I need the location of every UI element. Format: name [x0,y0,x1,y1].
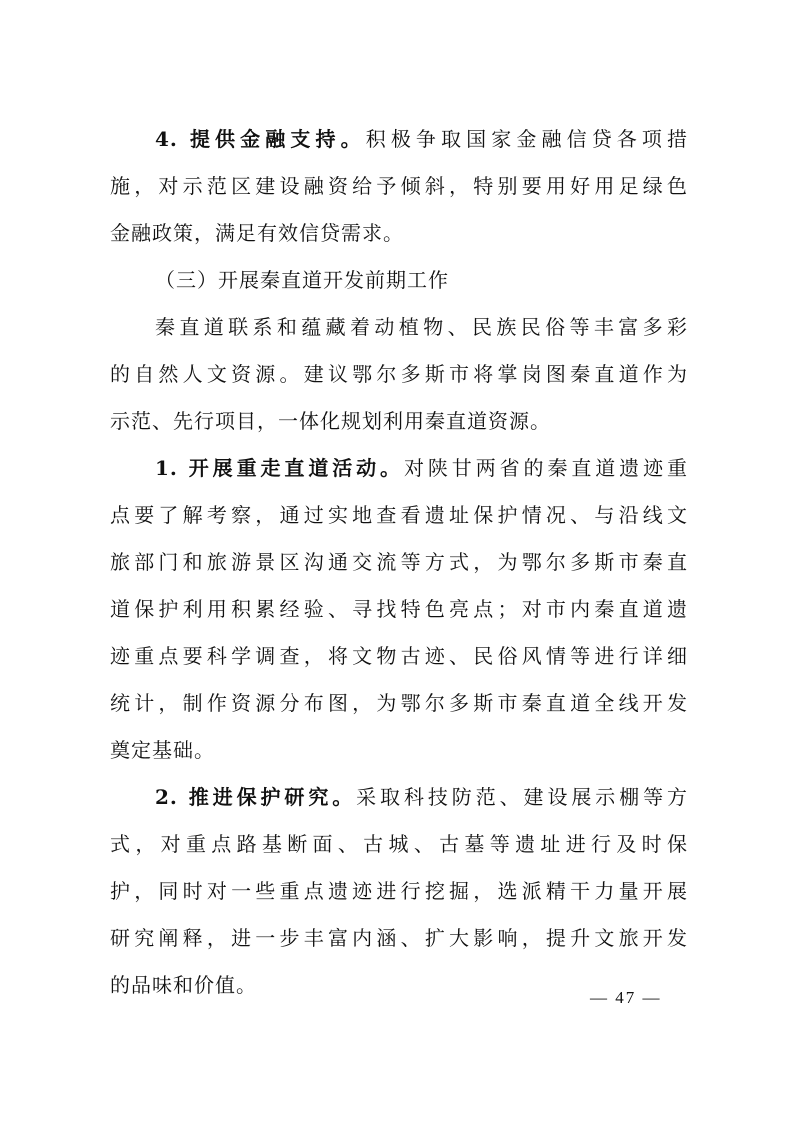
page-number: — 47 — [590,988,662,1007]
item1-heading: 1. 开展重走直道活动。 [155,456,404,480]
item2-line-2: 式，对重点路基断面、古城、古墓等遗址进行及时保 [110,832,688,856]
item1-line-2: 点要了解考察，通过实地查看遗址保护情况、与沿线文 [110,503,688,527]
item2-line-5: 的品味和价值。 [110,973,257,997]
item2-line-1 [155,782,688,812]
section4-line-3: 金融政策，满足有效信贷需求。 [110,221,404,245]
item2-line-4: 研究阐释，进一步丰富内涵、扩大影响，提升文旅开发 [110,926,688,950]
part3-heading: （三）开展秦直道开发前期工作 [155,268,449,292]
part3-line-3: 示范、先行项目，一体化规划利用秦直道资源。 [110,409,551,433]
item2-line-3: 护，同时对一些重点遗迹进行挖掘，选派精干力量开展 [110,879,688,903]
part3-line-1: 秦直道联系和蕴藏着动植物、民族民俗等丰富多彩 [155,315,688,339]
item1-line-6: 统计，制作资源分布图，为鄂尔多斯市秦直道全线开发 [110,691,688,715]
item1-line-7: 奠定基础。 [110,738,215,762]
section4-heading: 4. 提供金融支持。 [155,127,366,151]
item1-line-3: 旅部门和旅游景区沟通交流等方式，为鄂尔多斯市秦直 [110,550,688,574]
section4-line-1 [155,124,688,154]
item2-text: 采取科技防范、建设展示棚等方 [356,785,688,809]
item1-line-1 [155,453,688,483]
item1-text: 对陕甘两省的秦直道遗迹重 [403,456,689,480]
part3-line-2: 的自然人文资源。建议鄂尔多斯市将掌岗图秦直道作为 [110,362,688,386]
item1-line-5: 迹重点要科学调查，将文物古迹、民俗风情等进行详细 [110,644,688,668]
item1-line-4: 道保护利用积累经验、寻找特色亮点；对市内秦直道遗 [110,597,688,621]
section4-line-2: 施，对示范区建设融资给予倾斜，特别要用好用足绿色 [110,174,688,198]
item2-heading: 2. 推进保护研究。 [155,785,357,809]
section4-text: 积极争取国家金融信贷各项措 [365,127,689,151]
